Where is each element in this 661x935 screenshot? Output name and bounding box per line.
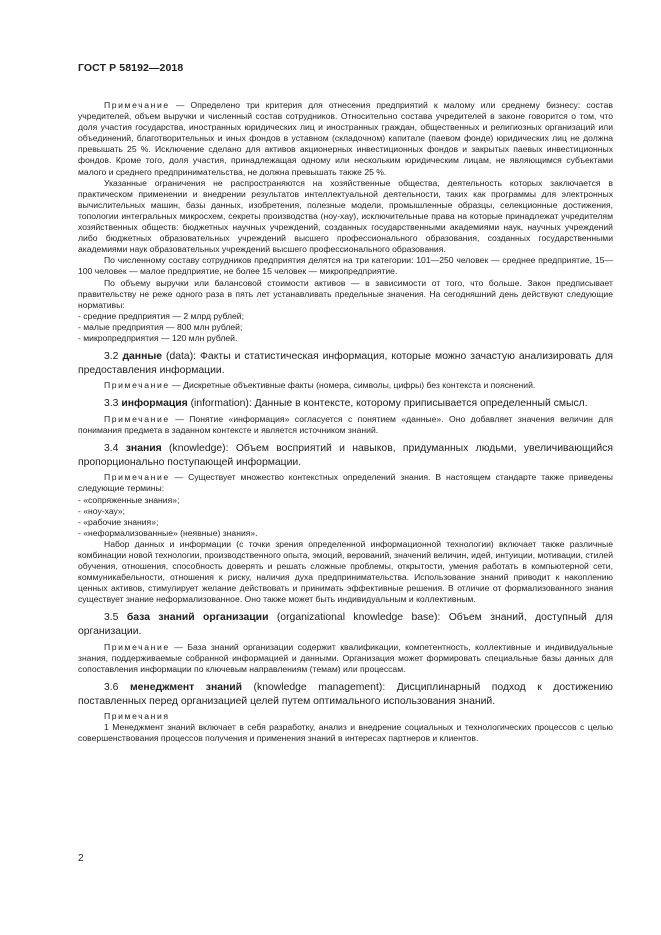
term-name: менеджмент знаний [129,681,243,693]
term-number: 3.5 [104,612,127,624]
note-text: — Существует множество контекстных определений знания. В настоящем стандарте также приведены следующие термины: [78,472,613,494]
document-header: ГОСТ Р 58192—2018 [78,62,184,74]
term-number: 3.4 [104,443,126,455]
term-number: 3.3 [104,398,122,410]
note-text: — База знаний организации содержит квалификации, компетентность, коллективные и индивидуальные знания, поддерживаемые собранной информацией и данными. Организация может формировать специальные базы данных для сопоставления информации по ключевым направлениям (темам) или процессам. [78,641,613,674]
note-label: Примечание [104,641,170,652]
note-3-5 [78,642,613,675]
note-label: Примечание [104,100,170,110]
term-number: 3.6 [104,681,130,693]
note-label: Примечание [104,413,170,424]
term-text: (information): Данные в контексте, которому приписывается определенный смысл. [187,398,588,410]
note-label: Примечания [104,711,170,722]
term-name: данные [122,351,163,363]
definition-3-3 [78,397,613,411]
term-text: (knowledge): Объем восприятий и навыков, придуманных людьми, увеличивающийся пропорционально поступающей информации. [78,443,613,468]
note-criteria [78,100,613,178]
term-name: база знаний организации [126,612,269,624]
term-text: (data): Факты и статистическая информация, которые можно зачастую анализировать для предоставления информации. [78,351,613,376]
definition-3-5 [78,611,613,638]
term-name: знания [125,443,162,455]
note-3-2 [78,380,613,391]
list-item: - «рабочие знания»; [78,516,159,527]
note-text: — Понятие «информация» согласуется с понятием «данные». Оно добавляет значения величин для понимания предмета в заданном контексте и является источником знаний. [78,413,613,436]
list-item: - «сопряженные знания»; [78,494,180,505]
term-name: информация [121,398,188,410]
list-item: - малые предприятия — 800 млн рублей; [78,321,243,332]
note-text: — Определено три критерия для отнесения предприятий к малому или среднему бизнесу: состав учредителей, объем выручки и численный состав сотрудников. Относительно состава учредителей в законе говорится о том, что доля участия государства, иностранных юридических лиц и иностранных граждан, общественных и религиозных организаций или объединений, благотворительных и иных фондов в уставном (складочном) капитале (паевом фонде) юридических лиц не должна превышать 25 %. Исключение сделано для активов акционерных инвестиционных фондов и закрытых паевых инвестиционных фондов. Кроме того, доля участия, принадлежащая одному или нескольким юридическим лицам, не являющимся субъектами малого и среднего предпринимательства, не должна превышать также 25 %. [78,100,613,177]
note-3-6-item-1: 1 Менеджмент знаний включает в себя разработку, анализ и внедрение социальных и технологических процессов с целью совершенствования процессов получения и применения знаний в интересах партнеров и клиентов. [78,722,613,744]
term-text: (organizational knowledge base): Объем знаний, доступный для организации. [78,612,613,638]
paragraph-knowledge-set: Набор данных и информации (с точки зрения определенной информационной технологии) включает также различные комбинации новой технологии, производственного опыта, эмоций, верований, значений величин, идей, интуиции, мотивации, стилей обучения, отношения, способность доверять и решать сложные проблемы, открытости, умения работать в компьютерной сети, коммуникабельности, отношения к риску, наличия духа предпринимательства. Использование знаний приводит к накоплению ценных активов, стимулирует желание действовать и принимать эффективные решения. В отличие от формализованного знания существует знание неформализованное. Оно также может быть индивидуальным и коллективным. [78,538,613,605]
definition-3-4 [78,442,613,469]
paragraph-restrictions: Указанные ограничения не распространяются на хозяйственные общества, деятельность которых заключается в практическом применении и внедрении результатов интеллектуальной деятельности, таких как программы для электронных вычислительных машин, базы данных, изобретения, полезные модели, промышленные образцы, селекционные достижения, топологии интегральных микросхем, секреты производства (ноу-хау), исключительные права на которые принадлежат учредителям хозяйственных обществ: бюджетных научных учреждений, созданных государственными академиями наук, научных учреждений либо бюджетных образовательных учреждений высшего профессионального образования, созданных государственными академиями наук образовательных учреждений высшего профессионального образования. [78,177,613,255]
term-text: (knowledge management): Дисциплинарный подход к достижению поставленных перед организацией целей путем оптимального использования знаний. [78,681,613,707]
notes-heading [78,711,613,722]
list-item: - микропредприятия — 120 млн рублей. [78,332,238,343]
paragraph-headcount: По численному составу сотрудников предприятия делятся на три категории: 101—250 человек — среднее предприятие, 15—100 человек — малое предприятие, не более 15 человек — микропредприятие. [78,255,613,277]
list-item: - средние предприятия — 2 млрд рублей; [78,310,244,321]
page-number: 2 [78,853,84,864]
definition-3-2 [78,350,613,377]
note-label: Примечание [104,380,170,391]
note-text: — Дискретные объективные факты (номера, символы, цифры) без контекста и пояснений. [169,380,536,391]
definition-3-6 [78,681,613,708]
list-item: - «неформализованные» (неявные) знания». [78,527,258,538]
term-number: 3.2 [104,351,123,363]
note-3-4 [78,472,613,494]
list-item: - «ноу-хау»; [78,505,126,516]
paragraph-revenue: По объему выручки или балансовой стоимости активов — в зависимости от того, что больше. Закон предписывает правительству не реже одного раза в пять лет устанавливать предельные значения. На сегодняшний день действуют следующие нормативы: [78,277,613,310]
note-label: Примечание [104,472,170,483]
document-body [78,100,613,744]
note-3-3 [78,414,613,436]
